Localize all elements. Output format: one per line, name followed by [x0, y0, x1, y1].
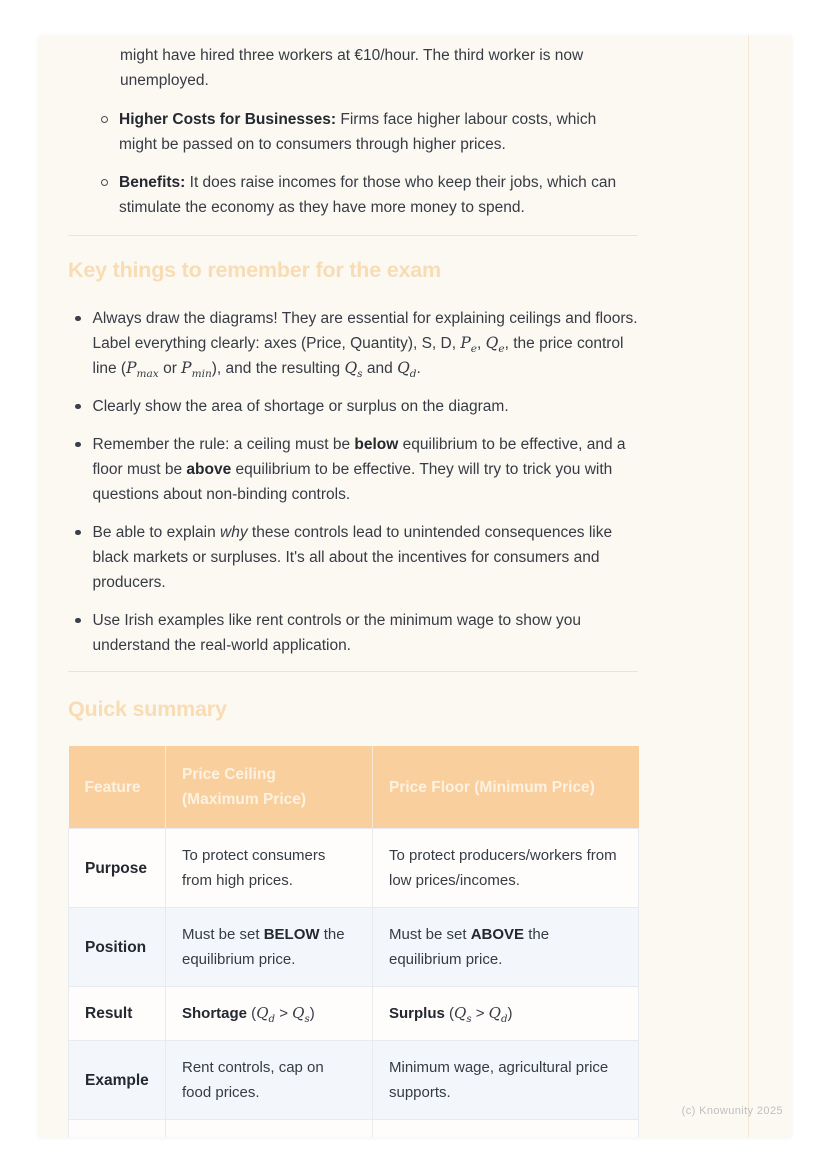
sub-bullet-list: [68, 107, 638, 220]
bullet-icon: [75, 618, 81, 624]
bullet-icon: [75, 316, 81, 322]
table-cell: To protect consumers from high prices.: [166, 829, 373, 908]
table-cell: To protect producers/workers from low prices/incomes.: [373, 829, 639, 908]
list-item-text: Benefits: It does raise incomes for those who keep their jobs, which can stimulate the economy as they have more money to spend.: [119, 174, 617, 216]
column-header-feature: Feature: [69, 746, 166, 829]
page-edge-line: [748, 35, 749, 1137]
row-label: Position: [69, 908, 166, 987]
list-item-text: Use Irish examples like rent controls or the minimum wage to show you understand the real-world application.: [92, 612, 581, 654]
bullet-icon: [75, 530, 81, 536]
row-label: Result: [69, 987, 166, 1041]
hollow-bullet-icon: [101, 116, 108, 123]
document-page: [38, 35, 792, 1137]
table-cell: [166, 1120, 373, 1138]
list-item-text: Be able to explain why these controls lead to unintended consequences like black markets or surpluses. It's all about the incentives for consumers and producers.: [92, 524, 613, 591]
bullet-icon: [75, 442, 81, 448]
table-cell: [373, 1120, 639, 1138]
list-item-text: Always draw the diagrams! They are essential for explaining ceilings and floors. Label everything clearly: axes (Price, Quantity), S, D, $P_e$, $Q_e$, the price control line ($P_{max}$ or $P_{min}$), and the resulting $Q_s$ and $Q_d$.: [92, 310, 638, 381]
list-item-text: Clearly show the area of shortage or surplus on the diagram.: [92, 398, 509, 415]
section-heading-key-things: Key things to remember for the exam: [68, 258, 441, 282]
watermark: (c) Knowunity 2025: [681, 1105, 783, 1117]
list-item: [68, 394, 638, 419]
page-content: [68, 43, 638, 1137]
list-item: [68, 432, 638, 507]
list-item: [68, 306, 638, 381]
table-row-partial: [69, 1120, 639, 1138]
list-item-continuation: might have hired three workers at €10/hour. The third worker is now unemployed.: [120, 47, 584, 89]
list-item: [68, 608, 638, 658]
list-item-text: Remember the rule: a ceiling must be below equilibrium to be effective, and a floor must be above equilibrium to be effective. They will try to trick you with questions about non-binding controls.: [92, 436, 626, 503]
table-cell: Minimum wage, agricultural price supports.: [373, 1041, 639, 1120]
table-row: [69, 908, 639, 987]
section-divider: [68, 671, 638, 672]
table-cell: Rent controls, cap on food prices.: [166, 1041, 373, 1120]
bullet-icon: [75, 404, 81, 410]
table-cell: Must be set BELOW the equilibrium price.: [166, 908, 373, 987]
section-heading-quick-summary: Quick summary: [68, 697, 227, 721]
list-item: [68, 170, 638, 220]
key-things-list: [68, 306, 638, 658]
table-row: [69, 829, 639, 908]
list-item-text: Higher Costs for Businesses: Firms face higher labour costs, which might be passed on to consumers through higher prices.: [119, 111, 597, 153]
list-item: [68, 107, 638, 157]
table-row: [69, 1041, 639, 1120]
row-label: Example: [69, 1041, 166, 1120]
table-cell: Shortage $(Q_d > Q_s)$: [166, 987, 373, 1041]
row-label: Purpose: [69, 829, 166, 908]
table-header-row: [69, 746, 639, 829]
column-header-price-floor: Price Floor (Minimum Price): [373, 746, 639, 829]
column-header-price-ceiling: Price Ceiling (Maximum Price): [166, 746, 373, 829]
summary-table: [68, 746, 639, 1137]
table-cell: Surplus $(Q_s > Q_d)$: [373, 987, 639, 1041]
list-item: [68, 520, 638, 595]
table-row: [69, 987, 639, 1041]
table-cell: [69, 1120, 166, 1138]
hollow-bullet-icon: [101, 179, 108, 186]
section-divider: [68, 235, 638, 236]
table-cell: Must be set ABOVE the equilibrium price.: [373, 908, 639, 987]
